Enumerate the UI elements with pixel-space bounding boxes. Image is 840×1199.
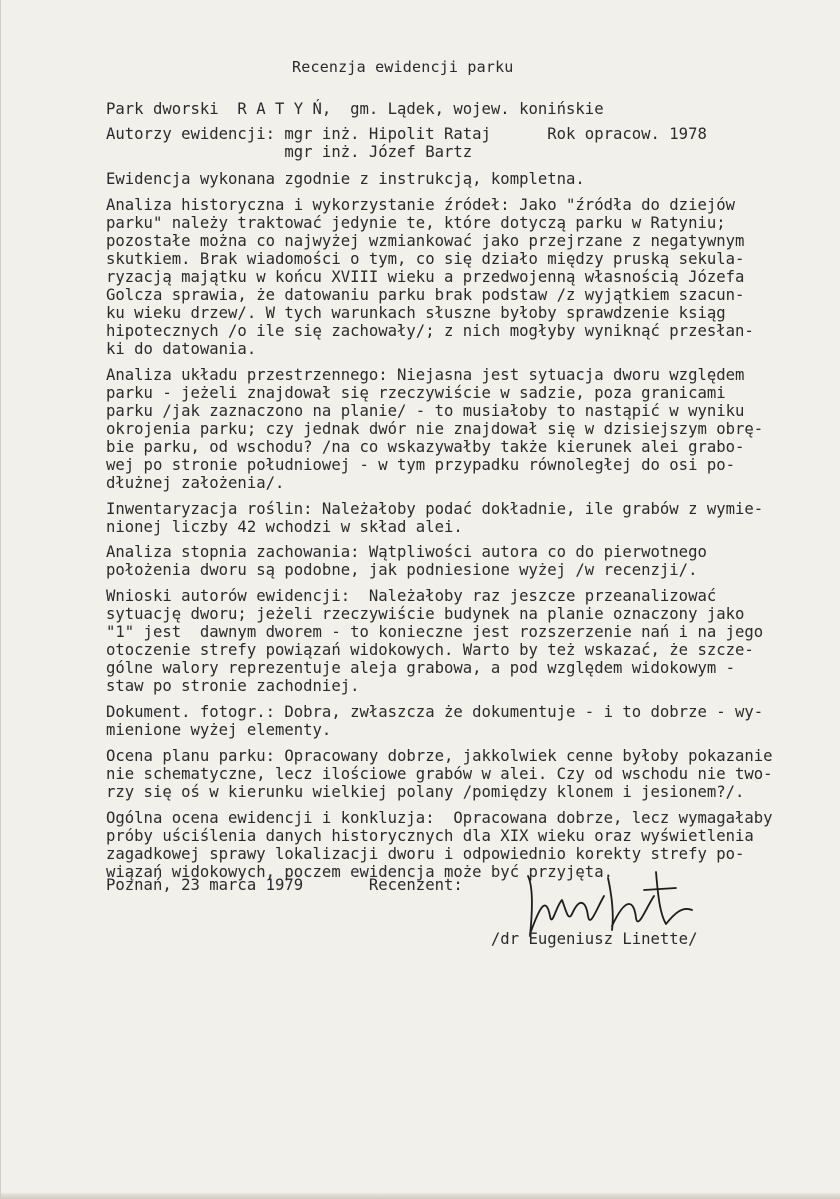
historical-analysis-line: ki do datowania. bbox=[106, 340, 257, 358]
plan-assessment-line: nie schematyczne, lecz ilościowe grabów w alei. Czy od wschodu nie two- bbox=[106, 765, 773, 783]
spatial-analysis-line: parku /jak zaznaczono na planie/ - to musiałoby to nastąpić w wyniku bbox=[106, 402, 745, 420]
historical-analysis-line: pozostałe można co najwyżej wzmiankować jako przejrzane z negatywnym bbox=[106, 232, 745, 250]
spatial-analysis-line: parku - jeżeli znajdował się rzeczywiście w sadzie, poza granicami bbox=[106, 384, 726, 402]
park-line: Park dworski R A T Y Ń, gm. Lądek, wojew. konińskie bbox=[106, 100, 604, 118]
spatial-analysis-line: bie parku, od wschodu? /na co wskazywałby także kierunek alei grabo- bbox=[106, 438, 745, 456]
conclusions-line: staw po stronie zachodniej. bbox=[106, 677, 360, 695]
preservation-analysis-line: położenia dworu są podobne, jak podniesione wyżej /w recenzji/. bbox=[106, 561, 698, 579]
conclusions-line: gólne walory reprezentuje aleja grabowa, a pod względem widokowym - bbox=[106, 659, 736, 677]
preservation-analysis-line: Analiza stopnia zachowania: Wątpliwości autora co do pierwotnego bbox=[106, 543, 707, 561]
reviewer-name-line: /dr Eugeniusz Linette/ bbox=[106, 930, 698, 948]
completeness-line: Ewidencja wykonana zgodnie z instrukcją, kompletna. bbox=[106, 170, 585, 188]
historical-analysis-line: ku wieku drzew/. W tych warunkach słuszne byłoby sprawdzenie ksiąg bbox=[106, 304, 726, 322]
photo-documentation-line: Dokument. fotogr.: Dobra, zwłaszcza że dokumentuje - i to dobrze - wy- bbox=[106, 703, 764, 721]
overall-assessment-line: zagadkowej sprawy lokalizacji dworu i odpowiednio korekty strefy po- bbox=[106, 845, 745, 863]
spatial-analysis-line: wej po stronie południowej - w tym przypadku równoległej do osi po- bbox=[106, 456, 736, 474]
historical-analysis-line: parku" należy traktować jedynie te, które dotyczą parku w Ratyniu; bbox=[106, 214, 726, 232]
overall-assessment-line: Ogólna ocena ewidencji i konkluzja: Opracowana dobrze, lecz wymagałaby bbox=[106, 809, 773, 827]
place-date-reviewer-line: Poznań, 23 marca 1979 Recenzent: bbox=[106, 876, 463, 894]
overall-assessment-line: wiązań widokowych, poczem ewidencja może być przyjęta. bbox=[106, 863, 613, 881]
spatial-analysis-line: Analiza układu przestrzennego: Niejasna jest sytuacja dworu względem bbox=[106, 366, 745, 384]
plant-inventory-line: Inwentaryzacja roślin: Należałoby podać dokładnie, ile grabów z wymie- bbox=[106, 500, 764, 518]
plan-assessment-line: rzy się oś w kierunku wielkiej polany /pomiędzy klonem i jesionem?/. bbox=[106, 783, 745, 801]
conclusions-line: Wnioski autorów ewidencji: Należałoby raz jeszcze przeanalizować bbox=[106, 587, 717, 605]
conclusions-line: sytuację dworu; jeżeli rzeczywiście budynek na planie oznaczony jako bbox=[106, 605, 745, 623]
overall-assessment-line: próby uściślenia danych historycznych dla XIX wieku oraz wyświetlenia bbox=[106, 827, 754, 845]
photo-documentation-line: mienione wyżej elementy. bbox=[106, 721, 332, 739]
authors-line-1: Autorzy ewidencji: mgr inż. Hipolit Rataj Rok opracow. 1978 bbox=[106, 125, 707, 143]
historical-analysis-line: hipotecznych /o ile się zachowały/; z nich mogłyby wyniknąć przesłan- bbox=[106, 322, 754, 340]
authors-line-2: mgr inż. Józef Bartz bbox=[106, 143, 473, 161]
conclusions-line: "1" jest dawnym dworem - to konieczne jest rozszerzenie nań i na jego bbox=[106, 623, 764, 641]
plant-inventory-line: nionej liczby 42 wchodzi w skład alei. bbox=[106, 518, 463, 536]
historical-analysis-line: skutkiem. Brak wiadomości o tym, co się działo między pruską sekula- bbox=[106, 250, 745, 268]
historical-analysis-line: Golcza sprawia, że datowaniu parku brak podstaw /z wyjątkiem szacun- bbox=[106, 286, 745, 304]
plan-assessment-line: Ocena planu parku: Opracowany dobrze, jakkolwiek cenne byłoby pokazanie bbox=[106, 747, 773, 765]
page-bottom-edge bbox=[1, 1193, 840, 1199]
document-title: Recenzja ewidencji parku bbox=[292, 58, 514, 76]
conclusions-line: otoczenie strefy powiązań widokowych. Warto by też wskazać, że szcze- bbox=[106, 641, 754, 659]
historical-analysis-line: Analiza historyczna i wykorzystanie źródeł: Jako "źródła do dziejów bbox=[106, 196, 736, 214]
spatial-analysis-line: dłużnej założenia/. bbox=[106, 474, 285, 492]
historical-analysis-line: ryzacją majątku w końcu XVIII wieku a przedwojenną własnością Józefa bbox=[106, 268, 745, 286]
spatial-analysis-line: okrojenia parku; czy jednak dwór nie znajdował się w dzisiejszym obrę- bbox=[106, 420, 764, 438]
